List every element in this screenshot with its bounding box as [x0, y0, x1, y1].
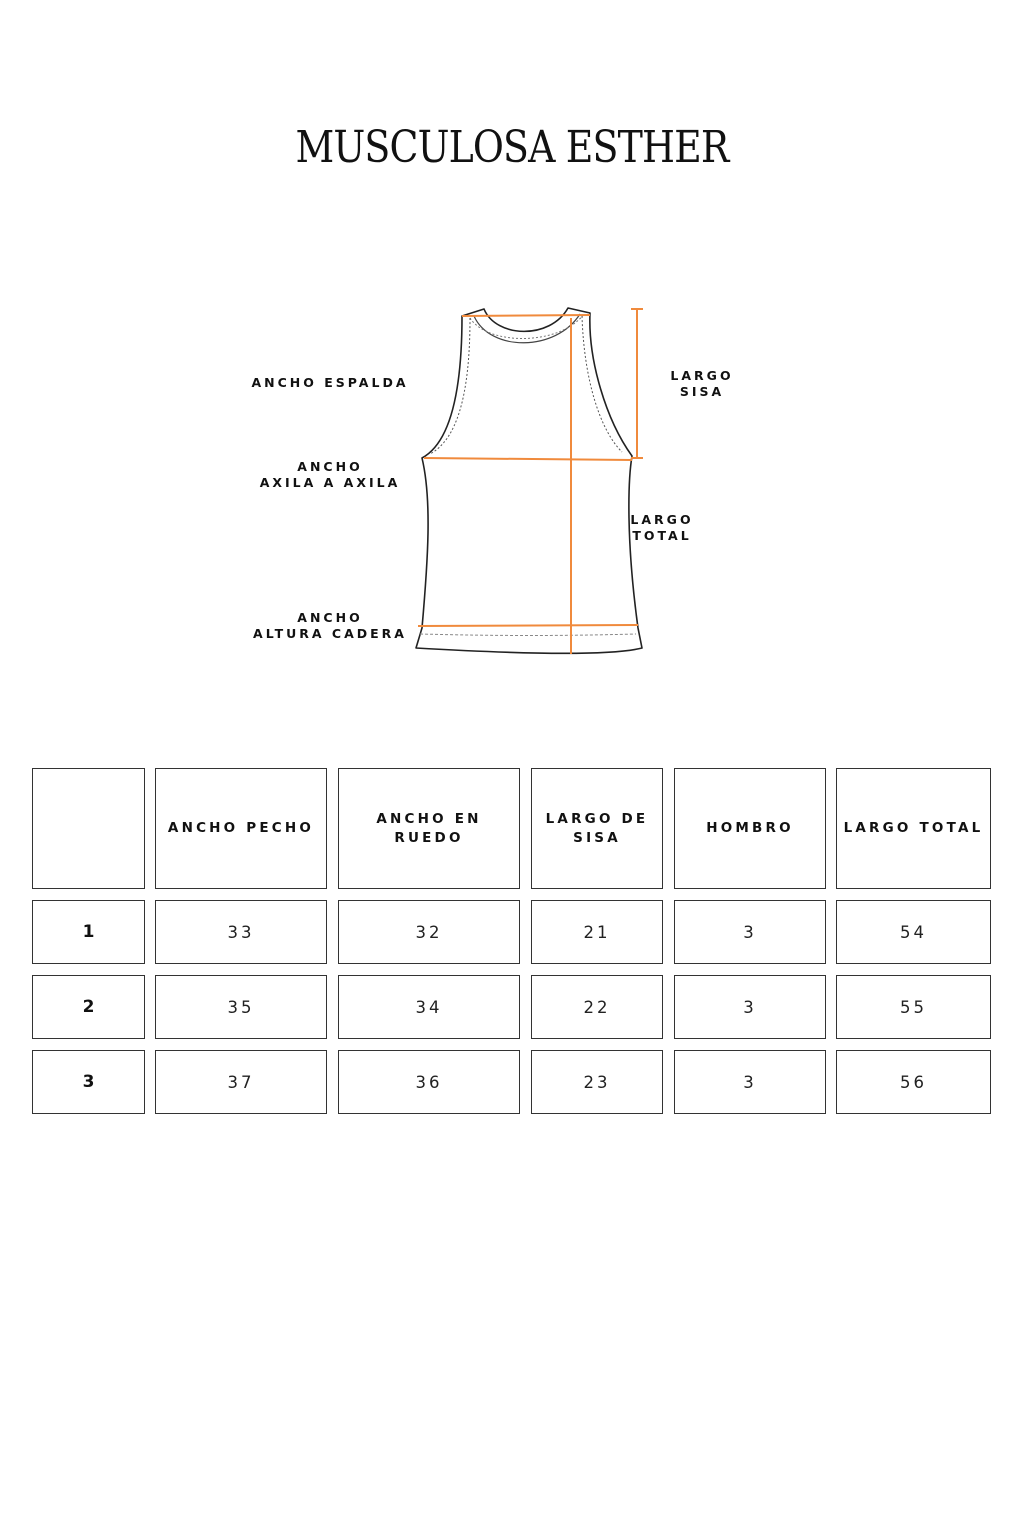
- table-cell: 34: [338, 975, 520, 1039]
- table-cell: 23: [531, 1050, 663, 1114]
- table-cell: 36: [338, 1050, 520, 1114]
- tank-top-measurement-diagram: [0, 0, 1024, 700]
- label-ancho-cadera: ANCHO ALTURA CADERA: [253, 610, 407, 641]
- label-ancho-espalda: ANCHO ESPALDA: [251, 375, 409, 390]
- label-ancho-axila: ANCHO AXILA A AXILA: [259, 459, 401, 490]
- label-largo-total: LARGO TOTAL: [630, 512, 694, 543]
- header-hombro: HOMBRO: [674, 768, 826, 889]
- header-ancho-ruedo: ANCHO EN RUEDO: [338, 768, 520, 889]
- table-cell: 21: [531, 900, 663, 964]
- table-cell: 56: [836, 1050, 991, 1114]
- table-cell: 3: [674, 1050, 826, 1114]
- hem-stitching: [420, 634, 636, 636]
- table-corner-cell: [32, 768, 145, 889]
- table-cell: 3: [674, 900, 826, 964]
- header-largo-total: LARGO TOTAL: [836, 768, 991, 889]
- size-label-1: 1: [32, 900, 145, 964]
- header-ancho-pecho: ANCHO PECHO: [155, 768, 327, 889]
- table-cell: 22: [531, 975, 663, 1039]
- header-largo-sisa: LARGO DE SISA: [531, 768, 663, 889]
- table-cell: 33: [155, 900, 327, 964]
- page-title: MUSCULOSA ESTHER: [295, 122, 729, 173]
- size-label-3: 3: [32, 1050, 145, 1114]
- table-cell: 35: [155, 975, 327, 1039]
- table-cell: 55: [836, 975, 991, 1039]
- table-cell: 54: [836, 900, 991, 964]
- table-cell: 3: [674, 975, 826, 1039]
- right-armhole-binding: [582, 316, 622, 452]
- ancho-espalda-line: [462, 315, 590, 316]
- ancho-cadera-line: [418, 625, 638, 626]
- size-label-2: 2: [32, 975, 145, 1039]
- tank-top-outline: [416, 308, 642, 653]
- ancho-axila-line: [424, 458, 632, 460]
- table-cell: 32: [338, 900, 520, 964]
- label-largo-sisa: LARGO SISA: [670, 368, 734, 399]
- left-armhole-binding: [430, 318, 470, 454]
- table-cell: 37: [155, 1050, 327, 1114]
